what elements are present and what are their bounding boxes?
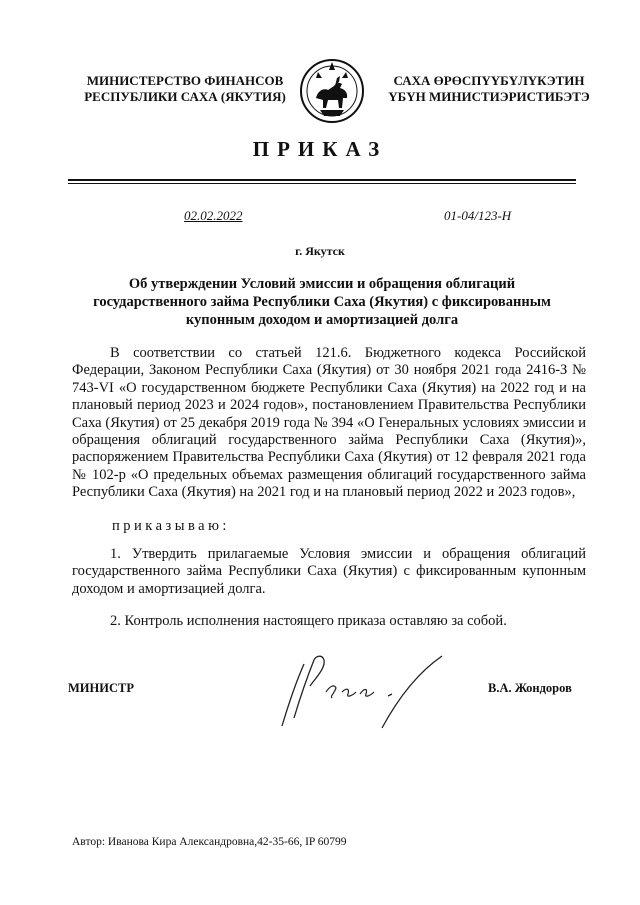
order-item-2: 2. Контроль исполнения настоящего приказа оставляю за собой. <box>110 613 507 629</box>
ministry-name-yakut <box>384 73 594 105</box>
ministry-name-russian <box>80 73 290 105</box>
order-number: 01-04/123-Н <box>444 208 512 223</box>
preamble-paragraph: В соответствии со статьей 121.6. Бюджетного кодекса Российской Федерации, Законом Республики Саха (Якутия) от 30 ноября 2021 года 2416-З № 743-VI «О государственном бюджете Республики Саха (Якутия) на 2022 год и на плановый период 2023 и 2024 годов», постановлением Правительства Республики Саха (Якутия) от 25 декабря 2019 года № 394 «О Генеральных условиях эмиссии и обращения облигаций государственного займа Республики Саха (Якутия)», распоряжением Правительства Республики Саха (Якутия) от 12 февраля 2021 года № 102-р «О предельных объемах размещения облигаций государственного займа Республики Саха (Якутия) на 2021 год и на плановый период 2022 и 2023 годов», <box>72 345 586 501</box>
ministry-name-line2: РЕСПУБЛИКИ САХА (ЯКУТИЯ) <box>84 89 286 104</box>
signer-position: МИНИСТР <box>68 681 134 695</box>
handwritten-signature <box>270 646 470 730</box>
document-title: ПРИКАЗ <box>252 137 388 161</box>
coat-of-arms-emblem-icon <box>298 56 366 126</box>
title-divider-thin <box>68 183 576 184</box>
order-word: приказываю: <box>112 518 230 534</box>
order-subject: Об утверждении Условий эмиссии и обращения облигаций государственного займа Республики Саха (Якутия) с фиксированным купонным доходом и амортизацией долга <box>93 276 551 328</box>
title-divider <box>68 179 576 181</box>
ministry-name-line1: МИНИСТЕРСТВО ФИНАНСОВ <box>86 73 284 88</box>
ministry-name-yakut-line1: САХА ӨРӨСПҮҮБҮЛҮКЭТИН <box>393 73 585 88</box>
signer-name: В.А. Жондоров <box>488 681 572 695</box>
ministry-name-yakut-line2: ҮБҮН МИНИСТИЭРИСТИБЭТЭ <box>388 89 590 104</box>
city-line: г. Якутск <box>295 244 345 258</box>
author-line: Автор: Иванова Кира Александровна,42-35-66, IP 60799 <box>72 836 347 848</box>
order-item-1: 1. Утвердить прилагаемые Условия эмиссии и обращения облигаций государственного займа Республики Саха (Якутия) с фиксированным купонным доходом и амортизацией долга. <box>72 546 586 597</box>
order-date: 02.02.2022 <box>184 208 243 223</box>
